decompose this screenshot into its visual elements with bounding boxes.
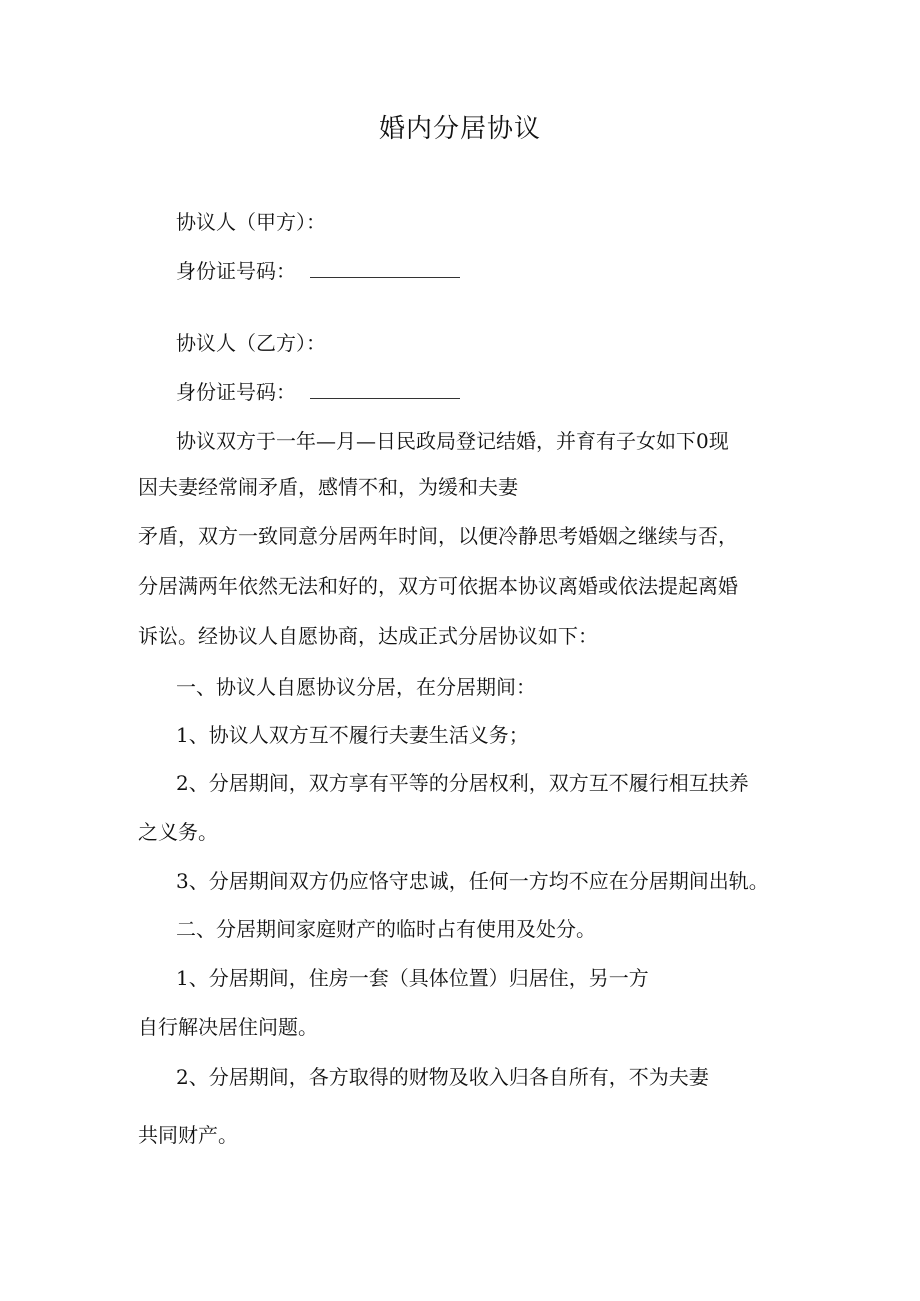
party-a-id-label: 身份证号码： xyxy=(176,259,296,283)
clause-item: 3、分居期间双方仍应恪守忠诚，任何一方均不应在分居期间出轨。 xyxy=(176,869,769,893)
clause-item: 1、协议人双方互不履行夫妻生活义务； xyxy=(176,723,529,747)
clause-item: 1、分居期间，住房一套（具体位置）归居住，另一方 xyxy=(176,966,649,990)
party-b-id-blank xyxy=(310,376,460,399)
section-heading: 二、分居期间家庭财产的临时占有使用及处分。 xyxy=(176,917,596,941)
clause-item-continuation: 之义务。 xyxy=(138,820,218,844)
paragraph-line: 协议双方于一年—月—日民政局登记结婚，并育有子女如下0现 xyxy=(176,429,729,453)
clause-item-continuation: 自行解决居住问题。 xyxy=(138,1015,318,1039)
paragraph-line: 诉讼。经协议人自愿协商，达成正式分居协议如下： xyxy=(138,624,598,648)
paragraph-line: 矛盾，双方一致同意分居两年时间，以便冷静思考婚姻之继续与否， xyxy=(138,524,738,548)
party-b-id-row xyxy=(176,376,460,407)
party-b-id-label: 身份证号码： xyxy=(176,380,296,404)
paragraph-line: 因夫妻经常闹矛盾，感情不和，为缓和夫妻 xyxy=(138,475,518,499)
section-heading: 一、协议人自愿协议分居，在分居期间： xyxy=(176,675,536,699)
party-a-label: 协议人（甲方）： xyxy=(176,210,326,234)
party-a-id-row xyxy=(176,255,460,286)
document-title: 婚内分居协议 xyxy=(378,114,541,144)
party-b-label: 协议人（乙方）： xyxy=(176,331,326,355)
clause-item: 2、分居期间，双方享有平等的分居权利，双方互不履行相互扶养 xyxy=(176,771,749,795)
paragraph-line: 分居满两年依然无法和好的，双方可依据本协议离婚或依法提起离婚 xyxy=(138,574,738,598)
clause-item-continuation: 共同财产。 xyxy=(138,1123,238,1147)
party-a-id-blank xyxy=(310,255,460,278)
clause-item: 2、分居期间，各方取得的财物及收入归各自所有，不为夫妻 xyxy=(176,1065,709,1089)
